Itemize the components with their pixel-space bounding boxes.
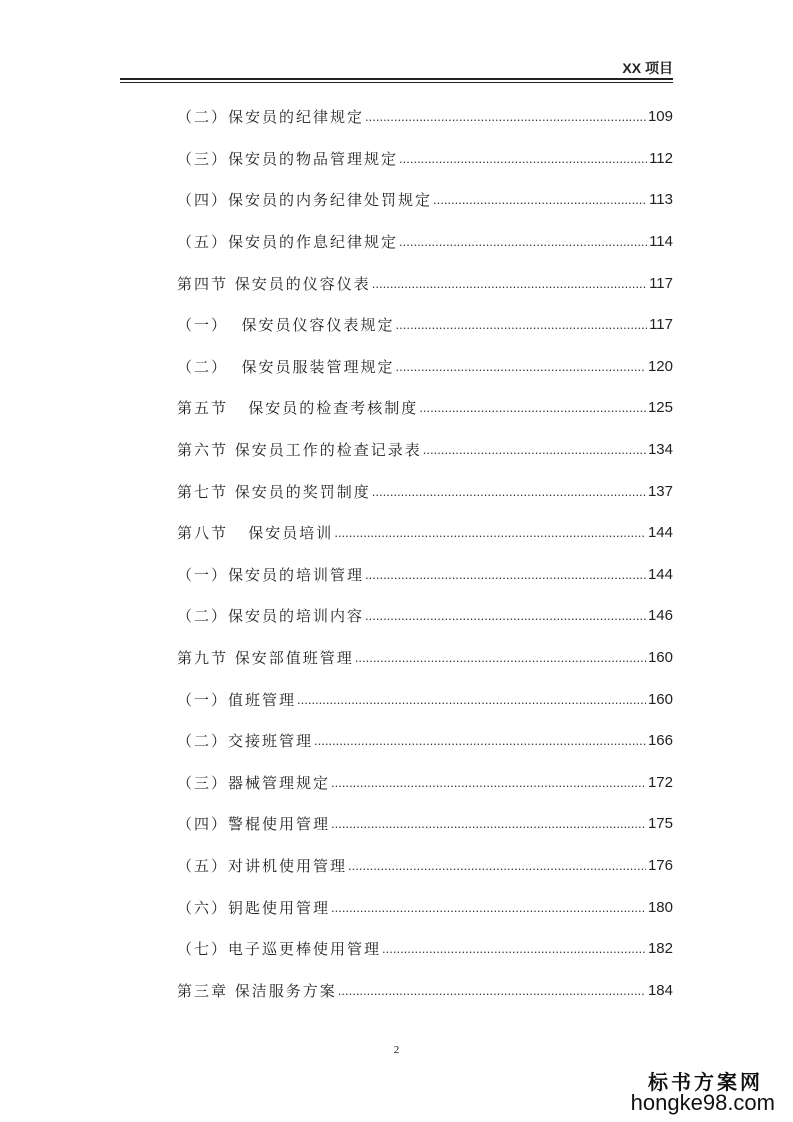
toc-entry[interactable] bbox=[177, 512, 673, 554]
toc-entry-label: （三）保安员的物品管理规定 bbox=[177, 149, 399, 168]
toc-leader-dots bbox=[433, 192, 647, 207]
toc-entry-page: 120 bbox=[647, 357, 673, 375]
toc-leader-dots bbox=[365, 567, 646, 582]
toc-entry[interactable] bbox=[177, 179, 673, 221]
toc-leader-dots bbox=[348, 858, 646, 873]
toc-entry[interactable] bbox=[177, 554, 673, 596]
toc-leader-dots bbox=[419, 400, 646, 415]
toc-entry[interactable] bbox=[177, 803, 673, 845]
toc-entry-page: 134 bbox=[647, 441, 673, 459]
toc-entry[interactable] bbox=[177, 886, 673, 928]
toc-leader-dots bbox=[365, 608, 646, 623]
toc-leader-dots bbox=[365, 109, 646, 124]
toc-entry[interactable] bbox=[177, 720, 673, 762]
toc-entry-page: 166 bbox=[647, 732, 673, 750]
toc-entry-label: （三）器械管理规定 bbox=[177, 773, 331, 792]
toc-entry[interactable] bbox=[177, 969, 673, 1011]
toc-entry-page: 117 bbox=[649, 274, 673, 292]
toc-entry-label: 第七节 保安员的奖罚制度 bbox=[177, 482, 371, 501]
toc-entry-page: 160 bbox=[647, 690, 673, 708]
toc-entry-label: （二）保安员的培训内容 bbox=[177, 607, 365, 626]
table-of-contents bbox=[177, 96, 673, 1011]
toc-leader-dots bbox=[331, 816, 646, 831]
toc-entry-page: 175 bbox=[647, 815, 673, 833]
toc-entry-label: （五）对讲机使用管理 bbox=[177, 856, 348, 875]
toc-entry-label: 第五节 保安员的检查考核制度 bbox=[177, 399, 419, 418]
toc-entry-label: （七）电子巡更棒使用管理 bbox=[177, 940, 382, 959]
toc-entry-page: 180 bbox=[647, 898, 673, 916]
toc-entry-page: 160 bbox=[647, 649, 673, 667]
toc-entry-label: 第六节 保安员工作的检查记录表 bbox=[177, 441, 422, 460]
toc-entry[interactable] bbox=[177, 346, 673, 388]
toc-entry[interactable] bbox=[177, 762, 673, 804]
toc-entry-label: （四）警棍使用管理 bbox=[177, 815, 331, 834]
toc-entry[interactable] bbox=[177, 637, 673, 679]
watermark-site-name: 标书方案网 bbox=[648, 1070, 763, 1094]
toc-entry-page: 125 bbox=[647, 399, 673, 417]
toc-entry-page: 109 bbox=[647, 108, 673, 126]
toc-leader-dots bbox=[399, 151, 647, 166]
toc-entry-label: （五）保安员的作息纪律规定 bbox=[177, 233, 399, 252]
toc-leader-dots bbox=[372, 484, 646, 499]
toc-entry[interactable] bbox=[177, 845, 673, 887]
toc-entry-label: 第三章 保洁服务方案 bbox=[177, 981, 337, 1000]
toc-entry-label: 第四节 保安员的仪容仪表 bbox=[177, 274, 371, 293]
toc-leader-dots bbox=[355, 650, 646, 665]
toc-entry-page: 146 bbox=[647, 607, 673, 625]
toc-entry-page: 137 bbox=[647, 482, 673, 500]
toc-entry-label: （一） 保安员仪容仪表规定 bbox=[177, 316, 395, 335]
toc-entry-page: 172 bbox=[647, 773, 673, 791]
toc-entry-page: 112 bbox=[649, 149, 673, 167]
toc-entry[interactable] bbox=[177, 928, 673, 970]
toc-entry-page: 144 bbox=[647, 524, 673, 542]
toc-leader-dots bbox=[297, 692, 646, 707]
watermark-url: hongke98.com bbox=[630, 1090, 775, 1115]
toc-entry-page: 117 bbox=[649, 316, 673, 334]
toc-entry[interactable] bbox=[177, 262, 673, 304]
toc-entry[interactable] bbox=[177, 221, 673, 263]
toc-leader-dots bbox=[338, 983, 646, 998]
toc-entry[interactable] bbox=[177, 96, 673, 138]
toc-entry-label: 第八节 保安员培训 bbox=[177, 524, 334, 543]
toc-entry-label: （二）保安员的纪律规定 bbox=[177, 108, 365, 127]
toc-leader-dots bbox=[399, 234, 647, 249]
toc-entry-page: 144 bbox=[647, 565, 673, 583]
toc-entry-label: （一）保安员的培训管理 bbox=[177, 565, 365, 584]
toc-entry-page: 114 bbox=[649, 233, 673, 251]
toc-entry-label: 第九节 保安部值班管理 bbox=[177, 649, 354, 668]
toc-entry-label: （二） 保安员服装管理规定 bbox=[177, 357, 395, 376]
toc-entry-label: （四）保安员的内务纪律处罚规定 bbox=[177, 191, 433, 210]
page-number: 2 bbox=[393, 1044, 400, 1056]
toc-entry[interactable] bbox=[177, 595, 673, 637]
toc-entry[interactable] bbox=[177, 387, 673, 429]
header-rule-thick bbox=[120, 78, 673, 80]
toc-entry-label: （一）值班管理 bbox=[177, 690, 297, 709]
toc-leader-dots bbox=[423, 442, 646, 457]
header-title: XX 项目 bbox=[622, 60, 673, 76]
toc-entry-page: 113 bbox=[649, 191, 673, 209]
toc-entry[interactable] bbox=[177, 138, 673, 180]
toc-entry-page: 182 bbox=[647, 940, 673, 958]
toc-entry-label: （六）钥匙使用管理 bbox=[177, 898, 331, 917]
toc-entry[interactable] bbox=[177, 678, 673, 720]
toc-leader-dots bbox=[331, 900, 646, 915]
toc-leader-dots bbox=[396, 359, 646, 374]
toc-entry-label: （二）交接班管理 bbox=[177, 732, 314, 751]
toc-leader-dots bbox=[314, 733, 646, 748]
toc-entry[interactable] bbox=[177, 304, 673, 346]
toc-leader-dots bbox=[331, 775, 646, 790]
header-rule-thin bbox=[120, 82, 673, 83]
toc-entry-page: 176 bbox=[647, 856, 673, 874]
toc-leader-dots bbox=[372, 276, 647, 291]
toc-leader-dots bbox=[382, 941, 646, 956]
toc-entry[interactable] bbox=[177, 470, 673, 512]
toc-entry-page: 184 bbox=[647, 981, 673, 999]
toc-entry[interactable] bbox=[177, 429, 673, 471]
toc-leader-dots bbox=[334, 525, 646, 540]
toc-leader-dots bbox=[396, 317, 648, 332]
